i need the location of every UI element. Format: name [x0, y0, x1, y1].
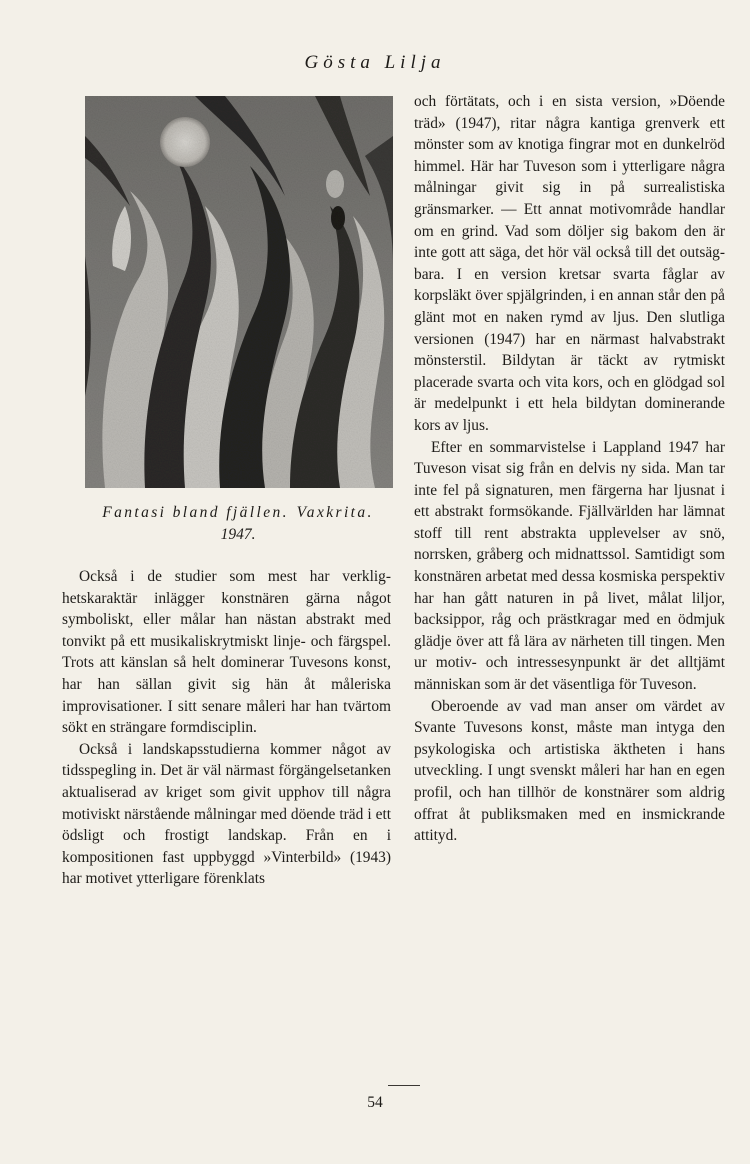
left-paragraph-1: Också i de studier som mest har verklighetskaraktär inlägger konstnären gärna något symboliskt, eller målar han nästan abstrakt med tonvikt på ett musikaliskrytmiskt linje- och färgspel. Trots att känslan så helt dominerar Tuvesons konst, har han sällan givit sig hän åt måleriska improvisationer. I sitt senare måleri har han tvärtom sökt en strängare formdisciplin. — [62, 568, 391, 737]
caption-medium: Vaxkrita. — [296, 504, 374, 521]
right-paragraph-2: Efter en sommarvistelse i Lappland 1947 har Tuveson visat sig från en delvis ny sida. Man tar inte fel på signaturen, men färgerna har ljusnat i ett abstrakt formsökande. Fjällvärlden har lämnat stoff till rent abstrakta upplevelser av snö, norrsken, gråberg och midnattssol. Samtidigt som konstnären arbetat med dessa kosmiska perspektiv har han gått naturen in på livet, målat liljor, backsippor, råg och prästkragar med en ödmjuk glädje över att få lära av närheten till tingen. Men ur motiv- och intressesynpunkt är det alltjämt människan som är det väsentliga för Tuveson. — [414, 438, 725, 694]
right-column — [414, 91, 725, 847]
artwork-image — [85, 96, 393, 488]
right-paragraph-3: Oberoende av vad man anser om värdet av Svante Tuvesons konst, måste man intyga den psykologiska och artistiska äktheten i hans utveckling. I ungt svenskt måleri har han en egen profil, och han tillhör de konstnärer som aldrig offrat åt publiksmaken med en insmickrande attityd. — [414, 697, 725, 845]
caption-line — [68, 502, 408, 524]
figure-caption — [68, 502, 408, 546]
footer-rule — [388, 1085, 420, 1086]
wax-crayon-drawing — [85, 96, 393, 488]
caption-year: 1947. — [220, 526, 256, 543]
left-paragraph-2: Också i landskapsstudierna kommer något av tidsspegling in. Det är väl närmast förgängelsetanken aktualiserad av kriget som givit upphov till några motiviskt närstående målningar med döende träd i ett ödsligt och frostigt landskap. Från en i kompositionen fast uppbyggd »Vinterbild» (1943) har motivet ytterligare förenklats — [62, 740, 391, 888]
running-title: Gösta Lilja — [304, 52, 446, 73]
right-paragraph-1: och förtätats, och i en sista version, »Döende träd» (1947), ritar några kantiga grenverk ett mönster som av knotiga fingrar mot en dunkelröd himmel. Här har Tuveson som i ytterligare några målningar givit sig in på surrealistiska gränsmarker. — Ett annat motivområde handlar om en grind. Vad som döljer sig bakom den är inte gott att säga, det hör väl också till det outsägbara. I en version kretsar svarta fåglar av korpsläkt över spjälgrinden, i en annan står den på glänt mot en naken rymd av ljus. Den slutliga versionen (1947) har en närmast halvabstrakt mönsterstil. Bildytan är täckt av rytmiskt placerade svarta och vita kors, och en glödgad sol är medelpunkt i ett hela bildytan dominerande kors av ljus. — [414, 93, 725, 434]
left-column — [62, 566, 391, 890]
page-number: 54 — [367, 1094, 383, 1111]
caption-title: Fantasi bland fjällen. — [102, 504, 289, 521]
